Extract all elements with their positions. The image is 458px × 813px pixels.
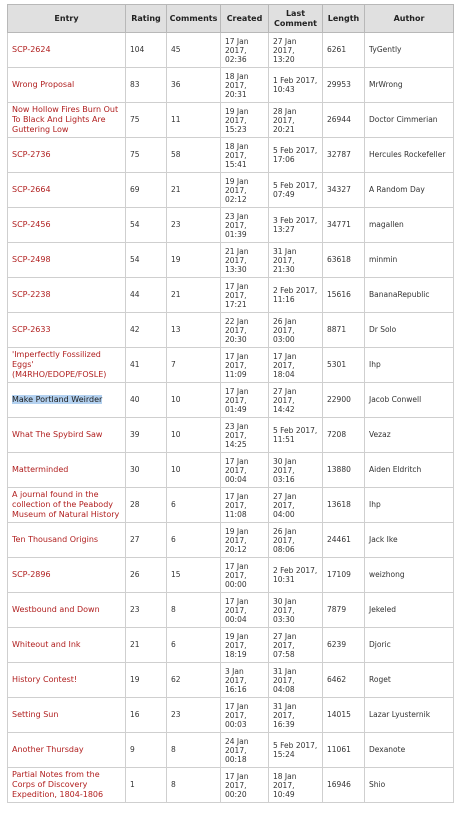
entry-cell	[8, 453, 126, 488]
rating-cell: 104	[126, 33, 167, 68]
entry-link[interactable]: SCP-2896	[12, 570, 51, 579]
author-cell: Jacob Conwell	[365, 383, 454, 418]
table-row	[8, 348, 454, 383]
author-cell: MrWrong	[365, 68, 454, 103]
entry-link[interactable]: SCP-2633	[12, 325, 51, 334]
author-cell: Ihp	[365, 488, 454, 523]
rating-cell: 28	[126, 488, 167, 523]
length-cell: 11061	[323, 733, 365, 768]
length-cell: 16946	[323, 768, 365, 803]
entry-link[interactable]: Setting Sun	[12, 710, 59, 719]
entry-link[interactable]: SCP-2456	[12, 220, 51, 229]
last-comment-cell: 27 Jan 2017, 14:42	[269, 383, 323, 418]
length-cell: 24461	[323, 523, 365, 558]
entry-link[interactable]: Westbound and Down	[12, 605, 100, 614]
entry-cell	[8, 33, 126, 68]
created-cell: 17 Jan 2017, 00:00	[221, 558, 269, 593]
rating-cell: 23	[126, 593, 167, 628]
entry-link[interactable]: 'Imperfectly Fossilized Eggs' (M4RHO/EDOPE/FOSLE)	[12, 350, 107, 379]
entry-link[interactable]: Now Hollow Fires Burn Out To Black And Lights Are Guttering Low	[12, 105, 119, 134]
entry-cell	[8, 313, 126, 348]
entry-link[interactable]: Wrong Proposal	[12, 80, 75, 89]
author-cell: magallen	[365, 208, 454, 243]
table-row	[8, 103, 454, 138]
last-comment-cell: 27 Jan 2017, 04:00	[269, 488, 323, 523]
created-cell: 18 Jan 2017, 20:31	[221, 68, 269, 103]
entry-cell	[8, 698, 126, 733]
table-row	[8, 418, 454, 453]
table-row	[8, 453, 454, 488]
last-comment-cell: 31 Jan 2017, 04:08	[269, 663, 323, 698]
entry-link[interactable]: A journal found in the collection of the Peabody Museum of Natural History	[12, 490, 120, 519]
length-cell: 34327	[323, 173, 365, 208]
author-cell: Shio	[365, 768, 454, 803]
author-cell: Vezaz	[365, 418, 454, 453]
entry-link[interactable]: Matterminded	[12, 465, 69, 474]
rating-cell: 27	[126, 523, 167, 558]
entry-cell	[8, 628, 126, 663]
created-cell: 19 Jan 2017, 20:12	[221, 523, 269, 558]
last-comment-cell: 31 Jan 2017, 16:39	[269, 698, 323, 733]
last-comment-cell: 30 Jan 2017, 03:16	[269, 453, 323, 488]
length-cell: 6462	[323, 663, 365, 698]
rating-cell: 44	[126, 278, 167, 313]
rating-cell: 19	[126, 663, 167, 698]
table-row	[8, 68, 454, 103]
author-cell: TyGently	[365, 33, 454, 68]
last-comment-cell: 27 Jan 2017, 07:58	[269, 628, 323, 663]
rating-cell: 21	[126, 628, 167, 663]
length-cell: 29953	[323, 68, 365, 103]
last-comment-cell: 26 Jan 2017, 03:00	[269, 313, 323, 348]
author-cell: Jekeled	[365, 593, 454, 628]
entry-cell	[8, 173, 126, 208]
last-comment-cell: 30 Jan 2017, 03:30	[269, 593, 323, 628]
author-cell: Jack Ike	[365, 523, 454, 558]
entry-cell	[8, 278, 126, 313]
entry-cell	[8, 663, 126, 698]
comments-cell: 6	[167, 523, 221, 558]
created-cell: 23 Jan 2017, 01:39	[221, 208, 269, 243]
header-entry[interactable]: Entry	[8, 5, 126, 33]
rating-cell: 40	[126, 383, 167, 418]
created-cell: 19 Jan 2017, 02:12	[221, 173, 269, 208]
length-cell: 22900	[323, 383, 365, 418]
table-row	[8, 698, 454, 733]
entry-cell	[8, 68, 126, 103]
entry-cell	[8, 348, 126, 383]
comments-cell: 58	[167, 138, 221, 173]
author-cell: minmin	[365, 243, 454, 278]
comments-cell: 19	[167, 243, 221, 278]
entry-link[interactable]: Ten Thousand Origins	[12, 535, 99, 544]
length-cell: 14015	[323, 698, 365, 733]
entry-link[interactable]: Whiteout and Ink	[12, 640, 81, 649]
author-cell: Dr Solo	[365, 313, 454, 348]
rating-cell: 39	[126, 418, 167, 453]
length-cell: 7208	[323, 418, 365, 453]
comments-cell: 6	[167, 628, 221, 663]
last-comment-cell: 31 Jan 2017, 21:30	[269, 243, 323, 278]
table-row	[8, 593, 454, 628]
entry-link[interactable]: Partial Notes from the Corps of Discovery Expedition, 1804-1806	[12, 770, 104, 799]
rating-cell: 1	[126, 768, 167, 803]
created-cell: 17 Jan 2017, 11:08	[221, 488, 269, 523]
length-cell: 13880	[323, 453, 365, 488]
last-comment-cell: 5 Feb 2017, 17:06	[269, 138, 323, 173]
table-row	[8, 558, 454, 593]
comments-cell: 13	[167, 313, 221, 348]
comments-cell: 21	[167, 173, 221, 208]
created-cell: 19 Jan 2017, 18:19	[221, 628, 269, 663]
comments-cell: 8	[167, 733, 221, 768]
table-row	[8, 383, 454, 418]
entry-link[interactable]: SCP-2664	[12, 185, 51, 194]
author-cell: Hercules Rockefeller	[365, 138, 454, 173]
comments-cell: 15	[167, 558, 221, 593]
length-cell: 7879	[323, 593, 365, 628]
entry-cell	[8, 558, 126, 593]
last-comment-cell: 17 Jan 2017, 18:04	[269, 348, 323, 383]
rating-cell: 41	[126, 348, 167, 383]
length-cell: 15616	[323, 278, 365, 313]
last-comment-cell: 28 Jan 2017, 20:21	[269, 103, 323, 138]
created-cell: 3 Jan 2017, 16:16	[221, 663, 269, 698]
length-cell: 13618	[323, 488, 365, 523]
entry-cell	[8, 733, 126, 768]
author-cell: Doctor Cimmerian	[365, 103, 454, 138]
author-cell: Lazar Lyusternik	[365, 698, 454, 733]
table-row	[8, 278, 454, 313]
entry-link[interactable]: SCP-2238	[12, 290, 51, 299]
last-comment-cell: 5 Feb 2017, 15:24	[269, 733, 323, 768]
entry-cell	[8, 593, 126, 628]
table-row	[8, 663, 454, 698]
author-cell: weizhong	[365, 558, 454, 593]
length-cell: 32787	[323, 138, 365, 173]
comments-cell: 6	[167, 488, 221, 523]
last-comment-cell: 26 Jan 2017, 08:06	[269, 523, 323, 558]
entry-cell	[8, 138, 126, 173]
created-cell: 19 Jan 2017, 15:23	[221, 103, 269, 138]
length-cell: 26944	[323, 103, 365, 138]
entry-link[interactable]: Make Portland Weirder	[12, 395, 103, 404]
header-rating[interactable]: Rating	[126, 5, 167, 33]
comments-cell: 21	[167, 278, 221, 313]
author-cell: Roget	[365, 663, 454, 698]
last-comment-cell: 2 Feb 2017, 10:31	[269, 558, 323, 593]
header-author[interactable]: Author	[365, 5, 454, 33]
last-comment-cell: 2 Feb 2017, 11:16	[269, 278, 323, 313]
created-cell: 17 Jan 2017, 00:04	[221, 453, 269, 488]
last-comment-cell: 1 Feb 2017, 10:43	[269, 68, 323, 103]
length-cell: 63618	[323, 243, 365, 278]
table-row	[8, 138, 454, 173]
table-row	[8, 173, 454, 208]
comments-cell: 45	[167, 33, 221, 68]
entry-link[interactable]: History Contest!	[12, 675, 78, 684]
entry-link[interactable]: Another Thursday	[12, 745, 84, 754]
header-length[interactable]: Length	[323, 5, 365, 33]
entry-link[interactable]: SCP-2624	[12, 45, 51, 54]
author-cell: Djoric	[365, 628, 454, 663]
comments-cell: 23	[167, 698, 221, 733]
last-comment-cell: 5 Feb 2017, 07:49	[269, 173, 323, 208]
rating-cell: 54	[126, 208, 167, 243]
rating-cell: 69	[126, 173, 167, 208]
comments-cell: 62	[167, 663, 221, 698]
entry-cell	[8, 243, 126, 278]
created-cell: 21 Jan 2017, 13:30	[221, 243, 269, 278]
table-row	[8, 313, 454, 348]
table-row	[8, 523, 454, 558]
comments-cell: 23	[167, 208, 221, 243]
rating-cell: 30	[126, 453, 167, 488]
created-cell: 17 Jan 2017, 17:21	[221, 278, 269, 313]
last-comment-cell: 27 Jan 2017, 13:20	[269, 33, 323, 68]
table-row	[8, 768, 454, 803]
header-created[interactable]: Created	[221, 5, 269, 33]
entry-link[interactable]: SCP-2736	[12, 150, 51, 159]
author-cell: BananaRepublic	[365, 278, 454, 313]
created-cell: 17 Jan 2017, 00:20	[221, 768, 269, 803]
rating-cell: 54	[126, 243, 167, 278]
author-cell: Ihp	[365, 348, 454, 383]
author-cell: Aiden Eldritch	[365, 453, 454, 488]
table-row	[8, 628, 454, 663]
created-cell: 23 Jan 2017, 14:25	[221, 418, 269, 453]
entry-cell	[8, 418, 126, 453]
comments-cell: 10	[167, 418, 221, 453]
entry-cell	[8, 103, 126, 138]
entries-table	[7, 4, 454, 803]
rating-cell: 26	[126, 558, 167, 593]
table-row	[8, 733, 454, 768]
entry-link[interactable]: SCP-2498	[12, 255, 51, 264]
comments-cell: 11	[167, 103, 221, 138]
table-row	[8, 488, 454, 523]
created-cell: 17 Jan 2017, 00:03	[221, 698, 269, 733]
length-cell: 6239	[323, 628, 365, 663]
comments-cell: 8	[167, 593, 221, 628]
comments-cell: 8	[167, 768, 221, 803]
entry-cell	[8, 768, 126, 803]
header-row	[8, 5, 454, 33]
comments-cell: 10	[167, 383, 221, 418]
entry-cell	[8, 488, 126, 523]
author-cell: A Random Day	[365, 173, 454, 208]
length-cell: 6261	[323, 33, 365, 68]
author-cell: Dexanote	[365, 733, 454, 768]
last-comment-cell: 5 Feb 2017, 11:51	[269, 418, 323, 453]
comments-cell: 7	[167, 348, 221, 383]
rating-cell: 42	[126, 313, 167, 348]
length-cell: 34771	[323, 208, 365, 243]
last-comment-cell: 18 Jan 2017, 10:49	[269, 768, 323, 803]
created-cell: 17 Jan 2017, 02:36	[221, 33, 269, 68]
comments-cell: 10	[167, 453, 221, 488]
rating-cell: 16	[126, 698, 167, 733]
comments-cell: 36	[167, 68, 221, 103]
length-cell: 8871	[323, 313, 365, 348]
header-comments[interactable]: Comments	[167, 5, 221, 33]
rating-cell: 9	[126, 733, 167, 768]
length-cell: 17109	[323, 558, 365, 593]
last-comment-cell: 3 Feb 2017, 13:27	[269, 208, 323, 243]
entry-cell	[8, 208, 126, 243]
length-cell: 5301	[323, 348, 365, 383]
created-cell: 22 Jan 2017, 20:30	[221, 313, 269, 348]
created-cell: 24 Jan 2017, 00:18	[221, 733, 269, 768]
entry-cell	[8, 383, 126, 418]
rating-cell: 75	[126, 103, 167, 138]
rating-cell: 83	[126, 68, 167, 103]
entry-cell	[8, 523, 126, 558]
entry-link[interactable]: What The Spybird Saw	[12, 430, 103, 439]
rating-cell: 75	[126, 138, 167, 173]
created-cell: 17 Jan 2017, 01:49	[221, 383, 269, 418]
created-cell: 17 Jan 2017, 00:04	[221, 593, 269, 628]
created-cell: 17 Jan 2017, 11:09	[221, 348, 269, 383]
header-last-comment[interactable]: Last Comment	[269, 5, 323, 33]
created-cell: 18 Jan 2017, 15:41	[221, 138, 269, 173]
table-row	[8, 33, 454, 68]
table-row	[8, 208, 454, 243]
table-row	[8, 243, 454, 278]
